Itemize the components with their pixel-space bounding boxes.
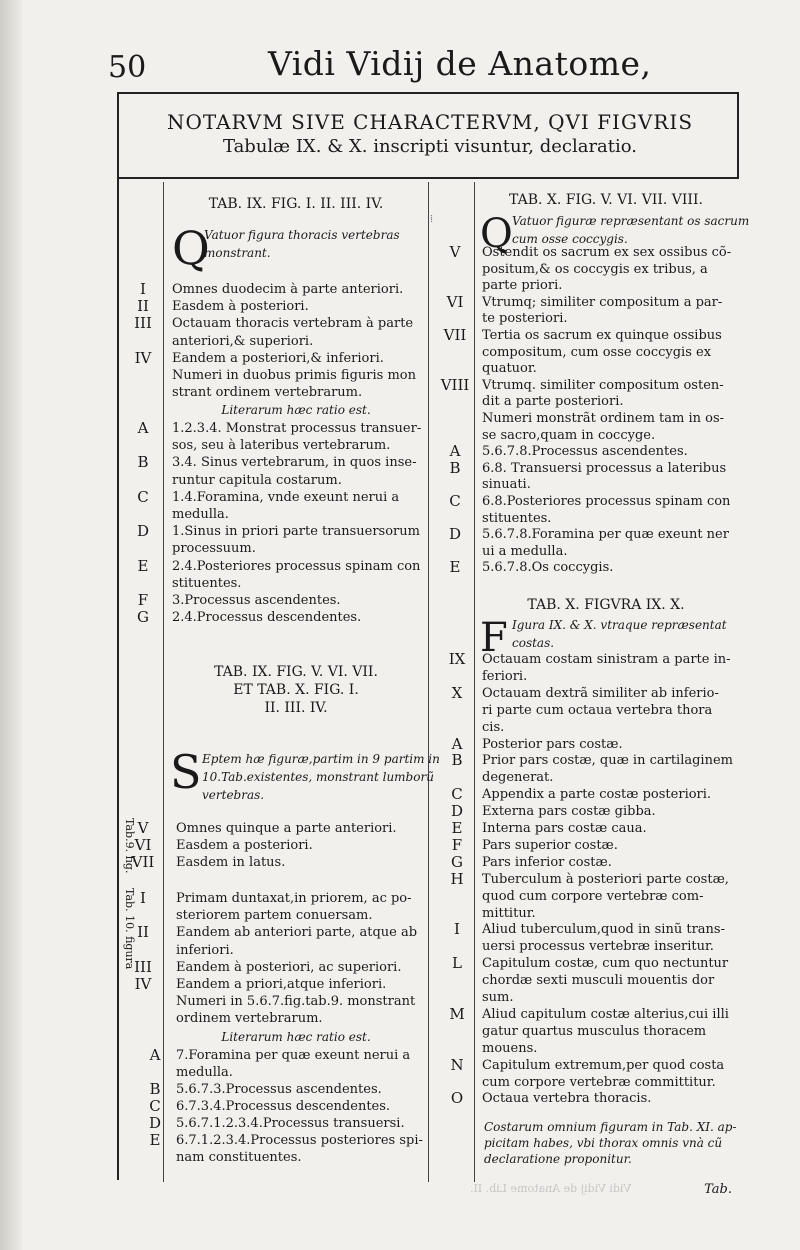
entry-text: 5.6.7.1.2.3.4.Processus transuersi. <box>176 1116 405 1131</box>
literarum-caption: Literarum hæc ratio est. <box>221 1030 371 1044</box>
entry-text: Easdem à posteriori. <box>172 299 309 315</box>
entry-text: Easdem in latus. <box>176 855 286 871</box>
entry-text: strant ordinem vertebrarum. <box>172 385 363 401</box>
closing-line: declaratione proponitur. <box>484 1152 632 1166</box>
entry-text: quatuor. <box>482 361 537 377</box>
entry-text: Octauam costam sinistram a parte in- <box>482 652 731 667</box>
entry-label: V <box>137 819 149 837</box>
entry-text: Posterior pars costæ. <box>482 736 623 752</box>
page-gutter <box>0 0 22 1250</box>
entry-label: II <box>137 297 149 316</box>
intro-line: Igura IX. & X. vtraque repræsentat <box>512 618 727 632</box>
entry-text: Aliud tuberculum,quod in sinũ trans- <box>482 922 725 938</box>
entry-text: parte priori. <box>482 278 563 294</box>
catchword: Tab. <box>704 1182 732 1197</box>
entry-label: H <box>450 869 464 888</box>
entry-text: Eandem ab anteriori parte, atque ab <box>176 925 418 941</box>
closing-line: picitam habes, vbi thorax omnis vnà cũ <box>484 1136 723 1150</box>
frame-left-rule <box>117 92 119 1180</box>
entry-label: G <box>137 608 149 627</box>
drop-capital: S <box>170 745 202 799</box>
entry-text: Octaua vertebra thoracis. <box>482 1091 652 1107</box>
entry-text: medulla. <box>176 1065 233 1080</box>
side-label: Tab.9. fig. <box>123 818 136 874</box>
entry-text: Primam duntaxat,in priorem, ac po- <box>176 891 412 906</box>
entry-text: Octauam thoracis vertebram à parte <box>172 316 414 332</box>
entry-label: D <box>136 522 150 541</box>
entry-text: ordinem vertebrarum. <box>176 1011 323 1027</box>
entry-text: sos, seu à lateribus vertebrarum. <box>172 438 391 454</box>
entry-text: Pars inferior costæ. <box>482 854 612 870</box>
entry-text: Octauam dextrã similiter ab inferio- <box>482 685 719 701</box>
entry-label: IV <box>134 975 152 993</box>
entry-text: Eandem à posteriori, ac superiori. <box>176 959 402 975</box>
entry-text: stituentes. <box>172 575 242 591</box>
entry-label: E <box>137 556 149 575</box>
entry-label: A <box>149 1046 161 1064</box>
entry-text: Numeri in duobus primis figuris mon <box>172 368 417 383</box>
entry-text: compositum, cum osse coccygis ex <box>482 344 712 360</box>
entry-text: 3.Processus ascendentes. <box>172 593 341 608</box>
entry-text: Vtrumq. similiter compositum osten- <box>482 377 724 393</box>
entry-text: Ostendit os sacrum ex sex ossibus cõ- <box>482 245 732 260</box>
entry-label: D <box>448 525 462 544</box>
entry-text: 1.4.Foramina, vnde exeunt nerui a <box>172 489 400 505</box>
page-number: 50 <box>108 50 147 85</box>
entry-label: M <box>449 1004 465 1023</box>
entry-label: B <box>449 458 461 477</box>
entry-label: L <box>452 954 462 973</box>
side-label: Tab. 10. figura <box>123 888 136 970</box>
entry-text: nam constituentes. <box>176 1150 302 1165</box>
entry-label: C <box>449 492 461 510</box>
running-title: Vidi Vidij de Anatome, <box>268 44 652 83</box>
section-heading: ET TAB. X. FIG. I. <box>233 682 359 698</box>
entry-text: Pars superior costæ. <box>482 837 618 853</box>
entry-text: Interna pars costæ caua. <box>482 821 647 836</box>
entry-text: Omnes quinque a parte anteriori. <box>176 821 397 836</box>
entry-text: mouens. <box>482 1040 538 1056</box>
entry-text: cis. <box>482 719 505 735</box>
entry-label: F <box>137 591 149 609</box>
closing-line: Costarum omnium figuram in Tab. XI. ap- <box>484 1120 737 1134</box>
entry-label: VIII <box>440 375 470 394</box>
entry-text: Tertia os sacrum ex quinque ossibus <box>482 328 722 343</box>
drop-capital: F <box>480 615 508 661</box>
section-heading: TAB. IX. FIG. I. II. III. IV. <box>208 196 384 212</box>
entry-text: Capitulum costæ, cum quo nectuntur <box>482 956 729 972</box>
entry-text: 3.4. Sinus vertebrarum, in quos inse- <box>172 455 417 471</box>
section-heading: II. III. IV. <box>264 700 328 716</box>
entry-text: 6.7.1.2.3.4.Processus posteriores spi- <box>176 1133 423 1148</box>
entry-text: chordæ sexti musculi mouentis dor <box>482 973 715 989</box>
section-heading: TAB. X. FIG. V. VI. VII. VIII. <box>509 192 703 208</box>
entry-text: 6.8. Transuersi processus a lateribus <box>482 460 727 476</box>
entry-label: B <box>451 751 463 770</box>
intro-line: monstrant. <box>204 246 271 260</box>
entry-label: B <box>149 1080 161 1098</box>
entry-text: 2.4.Processus descendentes. <box>172 610 362 626</box>
entry-text: degenerat. <box>482 770 554 786</box>
entry-text: 5.6.7.3.Processus ascendentes. <box>176 1082 382 1097</box>
entry-text: te posteriori. <box>482 311 568 327</box>
entry-label: N <box>450 1055 464 1074</box>
entry-label: E <box>451 819 463 837</box>
entry-text: dit a parte posteriori. <box>482 394 624 410</box>
entry-label: G <box>451 852 463 871</box>
entry-text: Eandem a posteriori,& inferiori. <box>172 350 384 366</box>
intro-line: Vatuor figuræ repræsentant os sacrum <box>512 214 750 228</box>
entry-text: cum corpore vertebræ committitur. <box>482 1074 716 1090</box>
entry-label: C <box>451 785 463 804</box>
column-divider <box>428 182 429 1182</box>
entry-label: F <box>451 835 463 854</box>
frame-right-rule <box>737 92 739 177</box>
entry-text: Tuberculum à posteriori parte costæ, <box>482 871 729 887</box>
entry-text: feriori. <box>482 668 528 684</box>
entry-text: Vtrumq; similiter compositum a par- <box>482 294 723 310</box>
entry-label: A <box>449 442 461 461</box>
entry-label: X <box>451 683 463 702</box>
entry-text: 7.Foramina per quæ exeunt nerui a <box>176 1048 411 1063</box>
entry-text: anteriori,& superiori. <box>172 333 314 349</box>
entry-label: B <box>137 453 149 472</box>
intro-line: cum osse coccygis. <box>512 232 628 246</box>
entry-text: 1.Sinus in priori parte transuersorum <box>172 524 420 540</box>
drop-capital: Q <box>172 221 210 275</box>
entry-label: II <box>137 923 149 942</box>
entry-text: stituentes. <box>482 510 552 526</box>
entry-label: E <box>449 558 461 577</box>
entry-label: VI <box>134 836 152 855</box>
entry-label: VII <box>131 853 155 872</box>
entry-text: sinuati. <box>482 477 531 493</box>
entry-label: IV <box>134 348 152 367</box>
section-heading: TAB. X. FIGVRA IX. X. <box>527 597 685 613</box>
entry-text: runtur capitula costarum. <box>172 472 342 488</box>
entry-label: E <box>149 1131 161 1149</box>
entry-text: uersi processus vertebræ inseritur. <box>482 939 714 955</box>
literarum-caption: Literarum hæc ratio est. <box>221 403 371 417</box>
entry-text: Omnes duodecim à parte anteriori. <box>172 282 404 297</box>
entry-label: III <box>134 314 152 333</box>
entry-label: VII <box>443 326 467 344</box>
drop-capital: Q <box>480 211 513 257</box>
entry-text: Numeri monstrãt ordinem tam in os- <box>482 411 725 426</box>
entry-label: I <box>140 280 146 298</box>
entry-text: medulla. <box>172 507 229 522</box>
entry-text: 5.6.7.8.Processus ascendentes. <box>482 444 688 460</box>
entry-label: I <box>140 889 146 907</box>
section-title: NOTARVM SIVE CHARACTERVM, QVI FIGVRIS <box>166 110 694 134</box>
entry-label: I <box>454 920 460 939</box>
title-rule <box>117 177 739 179</box>
entry-label: C <box>149 1097 161 1115</box>
tab-mark: ⁞ <box>430 212 434 225</box>
bleed-through-text: Vidi Vidij de Anatome Lib. II. <box>470 1182 632 1195</box>
entry-text: ri parte cum octaua vertebra thora <box>482 702 713 718</box>
left-label-rule <box>163 182 164 1182</box>
entry-label: O <box>450 1089 464 1108</box>
entry-text: Appendix a parte costæ posteriori. <box>482 787 712 803</box>
entry-label: III <box>134 957 152 976</box>
entry-text: positum,& os coccygis ex tribus, a <box>482 261 708 277</box>
entry-text: Numeri in 5.6.7.fig.tab.9. monstrant <box>176 994 416 1010</box>
entry-text: 1.2.3.4. Monstrat processus transuer- <box>172 421 422 436</box>
intro-line: Vatuor figura thoracis vertebras <box>204 228 400 242</box>
frame-top-rule <box>117 92 739 94</box>
entry-label: A <box>137 419 149 437</box>
entry-text: sum. <box>482 990 514 1005</box>
entry-label: IX <box>448 650 466 668</box>
entry-label: D <box>148 1114 162 1132</box>
entry-label: A <box>451 734 463 753</box>
entry-text: Aliud capitulum costæ alterius,cui illi <box>482 1006 729 1022</box>
entry-text: Prior pars costæ, quæ in cartilaginem <box>482 753 733 769</box>
entry-text: se sacro,quam in coccyge. <box>482 427 656 443</box>
entry-text: ui a medulla. <box>482 543 568 559</box>
intro-line: vertebras. <box>202 788 265 802</box>
entry-text: 6.8.Posteriores processus spinam con <box>482 494 731 509</box>
entry-text: 2.4.Posteriores processus spinam con <box>172 558 421 574</box>
section-heading: TAB. IX. FIG. V. VI. VII. <box>214 664 378 680</box>
section-subtitle: Tabulæ IX. & X. inscripti visuntur, declaratio. <box>222 136 638 157</box>
entry-text: steriorem partem conuersam. <box>176 908 373 924</box>
entry-text: gatur quartus musculus thoracem <box>482 1023 707 1039</box>
entry-label: V <box>449 243 461 261</box>
entry-text: quod cum corpore vertebræ com- <box>482 888 704 904</box>
entry-text: processuum. <box>172 541 256 557</box>
entry-text: 5.6.7.8.Foramina per quæ exeunt ner <box>482 527 729 543</box>
entry-text: inferiori. <box>176 942 234 958</box>
entry-text: Eandem a priori,atque inferiori. <box>176 977 387 992</box>
entry-text: Externa pars costæ gibba. <box>482 804 656 820</box>
entry-text: Capitulum extremum,per quod costa <box>482 1057 725 1073</box>
intro-line: costas. <box>512 636 555 650</box>
entry-text: Easdem a posteriori. <box>176 838 313 854</box>
entry-label: C <box>137 487 149 506</box>
entry-label: D <box>450 802 464 821</box>
entry-text: mittitur. <box>482 905 536 921</box>
intro-line: Eptem hæ figuræ,partim in 9 partim in <box>202 752 440 766</box>
entry-label: VI <box>446 292 464 311</box>
entry-text: 6.7.3.4.Processus descendentes. <box>176 1099 391 1114</box>
right-label-rule <box>474 182 475 1182</box>
intro-line: 10.Tab.existentes, monstrant lumborũ <box>202 770 434 784</box>
entry-text: 5.6.7.8.Os coccygis. <box>482 560 614 576</box>
